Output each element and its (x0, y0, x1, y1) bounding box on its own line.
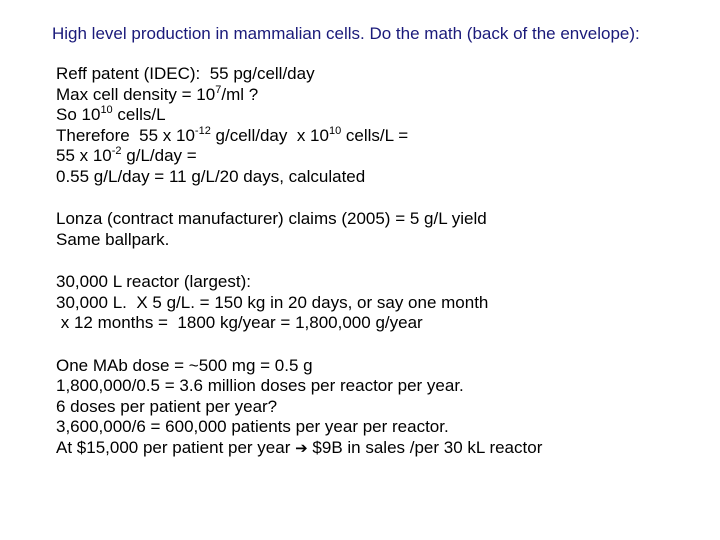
mab-dose-line: One MAb dose = ~500 mg = 0.5 g (56, 355, 313, 375)
max-cell-density-line: Max cell density = $10^7/ml$ ? (56, 83, 259, 104)
cells-per-liter-line: So $10^{10}$ cells/L (56, 104, 166, 124)
slide-title: High level production in mammalian cells. Do the math (back of the envelope): (52, 24, 640, 43)
right-arrow-icon: ➔ (295, 439, 308, 457)
lonza-claim-line: Lonza (contract manufacturer) claims (2005) = 5 g/L yield (56, 209, 487, 228)
ballpark-line: Same ballpark. (56, 229, 170, 249)
reactor-output-line: 30,000 L. X 5 g/L. = 150 kg in 20 days, or say one month (56, 292, 489, 312)
therefore-line: Therefore 55 x $10^{-12}$ g/cell/day x $10^{10}$ cells/L = (56, 124, 409, 145)
reactor-size-line: 30,000 L reactor (largest): (56, 272, 251, 291)
sales-line: At $15,000 per patient per year ➔ $9B in sales /per 30 kL reactor (56, 438, 696, 459)
patients-per-reactor-line: 3,600,000/6 = 600,000 patients per year per reactor. (56, 417, 449, 436)
doses-per-patient-line: 6 doses per patient per year? (56, 396, 278, 416)
calculated-yield-line: 0.55 g/L/day = 11 g/L/20 days, calculated (56, 166, 366, 186)
grams-per-liter-day-line: 55 x $10^{-2}$ g/L/day = (56, 145, 197, 165)
annual-output-line: x 12 months = 1800 kg/year = 1,800,000 g/year (56, 313, 423, 332)
slide-content (56, 64, 696, 458)
doses-per-year-line: 1,800,000/0.5 = 3.6 million doses per reactor per year. (56, 376, 464, 395)
reff-patent-line: Reff patent (IDEC): 55 pg/cell/day (56, 64, 315, 83)
